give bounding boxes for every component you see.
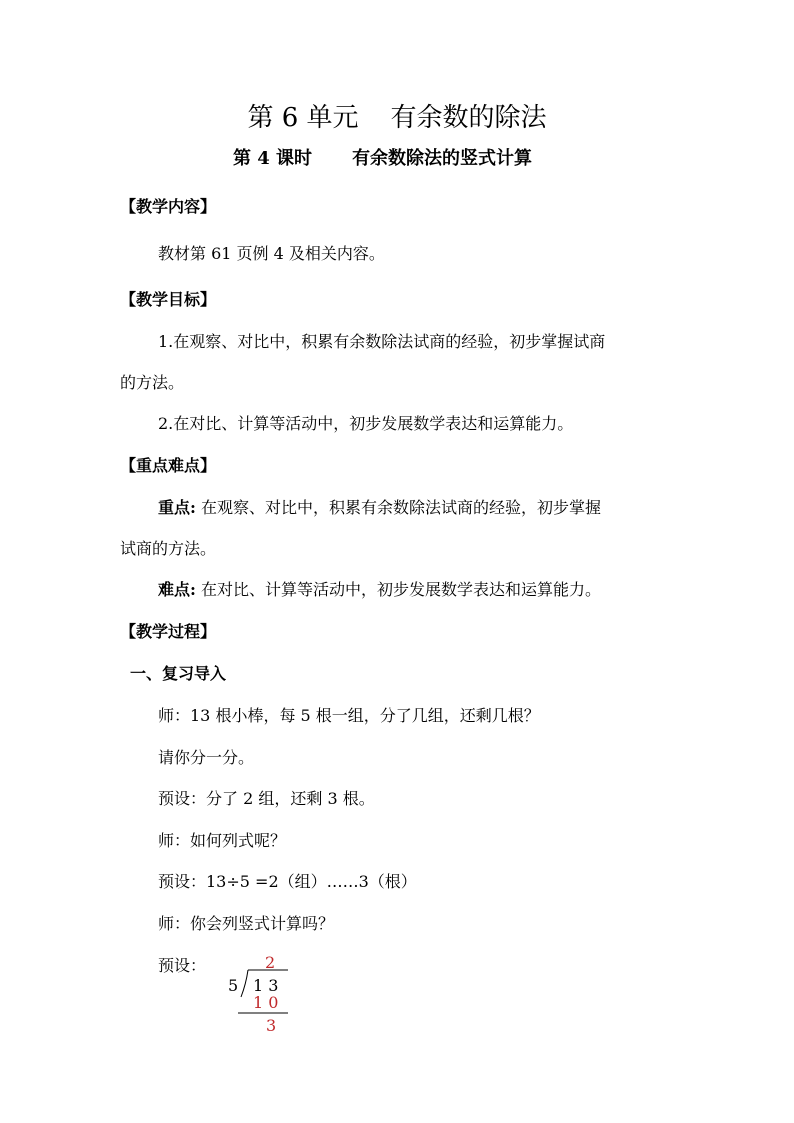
key-point-label: 重点: [158, 498, 196, 517]
difficulty-line [158, 580, 601, 600]
lesson-number: 第 4 课时 [233, 148, 313, 169]
goal-2: 2.在对比、计算等活动中，初步发展数学表达和运算能力。 [158, 414, 574, 433]
dialog-line: 师：13 根小棒，每 5 根一组，分了几组，还剩几根？ [158, 706, 540, 725]
goal-1-line-1: 1.在观察、对比中，积累有余数除法试商的经验，初步掌握试商 [158, 332, 606, 351]
dialog-line: 预设： [158, 956, 207, 975]
product: 1 0 [253, 993, 279, 1012]
difficulty-label: 难点: [158, 580, 196, 599]
dialog-line: 预设：13÷5 =2（组）……3（根） [158, 872, 417, 891]
quotient: 2 [265, 953, 276, 972]
dialog-line: 预设：分了 2 组，还剩 3 根。 [158, 789, 375, 808]
key-point-line-2: 试商的方法。 [120, 539, 217, 558]
dialog-line: 师：如何列式呢？ [158, 831, 287, 850]
difficulty-text: 在对比、计算等活动中，初步发展数学表达和运算能力。 [195, 580, 602, 599]
remainder: 3 [266, 1016, 277, 1035]
dialog-line: 请你分一分。 [158, 748, 255, 767]
content-heading: 【教学内容】 [120, 197, 217, 216]
unit-number: 第 6 单元 [247, 103, 359, 133]
division-bracket [241, 970, 248, 997]
dialog-line: 师：你会列竖式计算吗？ [158, 914, 335, 933]
unit-title [0, 102, 794, 134]
goals-heading: 【教学目标】 [120, 290, 217, 309]
goal-1-line-2: 的方法。 [120, 373, 185, 392]
process-heading: 【教学过程】 [120, 622, 217, 641]
lesson-title [233, 148, 532, 170]
lesson-name: 有余数除法的竖式计算 [352, 148, 533, 169]
part-1-heading: 一、复习导入 [130, 664, 227, 683]
keypoints-heading: 【重点难点】 [120, 456, 217, 475]
dividend: 1 3 [253, 976, 279, 995]
unit-name: 有余数的除法 [390, 103, 547, 133]
content-text: 教材第 61 页例 4 及相关内容。 [158, 244, 385, 263]
key-point-text: 在观察、对比中，积累有余数除法试商的经验，初步掌握 [195, 498, 602, 517]
key-point-line-1 [158, 498, 601, 518]
divisor: 5 [228, 976, 239, 995]
